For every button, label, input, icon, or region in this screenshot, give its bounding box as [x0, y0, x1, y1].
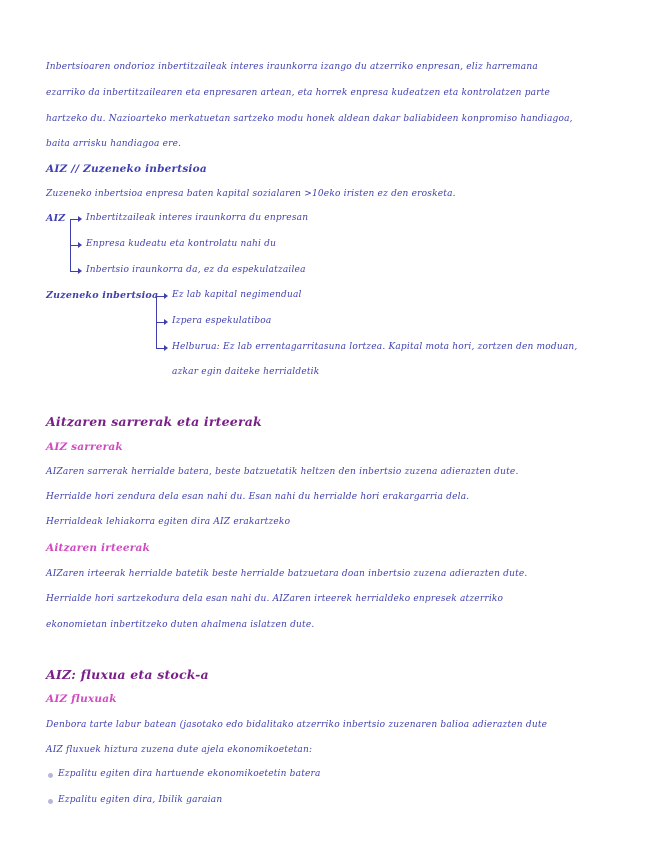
- aiz-tree-label: AIZ: [46, 213, 66, 224]
- fluxuak-line-2: AIZ fluxuek hiztura zuzena dute ajela ekonomikoetetan:: [46, 745, 313, 755]
- zuzeneko-tree-item-2: Izpera espekulatiboa: [172, 316, 272, 326]
- fluxuak-subheading: AIZ fluxuak: [46, 693, 117, 705]
- zuzeneko-definition: Zuzeneko inbertsioa enpresa baten kapital sozialaren >10eko iristen ez den erosketa.: [46, 189, 456, 199]
- zuzeneko-tree-item-1: Ez lab kapital negimendual: [172, 290, 302, 300]
- sarrerak-line-3: Herrialdeak lehiakorra egiten dira AIZ erakartzeko: [46, 517, 291, 527]
- fluxuak-bullet-2: Ezpalitu egiten dira, Ibilik garaian: [58, 795, 223, 805]
- irteerak-line-2: Herrialde hori sartzekodura dela esan nahi du. AIZaren irteerek herrialdeko enpresek atzerriko: [46, 594, 504, 604]
- arrow-right-icon: [78, 216, 82, 222]
- fluxua-stock-heading: AIZ: fluxua eta stock-a: [46, 667, 209, 682]
- arrow-right-icon: [78, 268, 82, 274]
- aiz-tree-item-3: Inbertsio iraunkorra da, ez da espekulatzailea: [86, 265, 306, 275]
- zuzeneko-tree-item-3: Helburua: Ez lab errentagarritasuna lortzea. Kapital mota hori, zortzen den moduan,: [172, 342, 578, 352]
- bullet-icon: [48, 773, 53, 778]
- aiz-tree-item-2: Enpresa kudeatu eta kontrolatu nahi du: [86, 239, 277, 249]
- irteerak-subheading: Aitzaren irteerak: [46, 542, 150, 554]
- sarrerak-line-2: Herrialde hori zendura dela esan nahi du. Esan nahi du herrialde hori erakargarria dela.: [46, 492, 470, 502]
- aiz-tree-item-1: Inbertitzaileak interes iraunkorra du enpresan: [86, 213, 309, 223]
- arrow-right-icon: [164, 319, 168, 325]
- zuzeneko-tree-item-3-continued: azkar egin daiteke herrialdetik: [172, 367, 320, 377]
- intro-line-3: hartzeko du. Nazioarteko merkatuetan sartzeko modu honek aldean dakar baliabideen konpromiso handiagoa,: [46, 114, 573, 124]
- fluxuak-line-1: Denbora tarte labur batean (jasotako edo bidalitako atzerriko inbertsio zuzenaren balioa adierazten dute: [46, 720, 548, 730]
- bullet-icon: [48, 799, 53, 804]
- zuzeneko-tree-label: Zuzeneko inbertsioa: [46, 290, 159, 301]
- irteerak-line-3: ekonomietan inbertitzeko duten ahalmena islatzen dute.: [46, 620, 315, 630]
- sarrerak-subheading: AIZ sarrerak: [46, 441, 123, 453]
- sarrerak-irteerak-heading: Aitzaren sarrerak eta irteerak: [46, 414, 262, 429]
- irteerak-line-1: AIZaren irteerak herrialde batetik beste herrialde batzuetara doan inbertsio zuzena adierazten dute.: [46, 569, 528, 579]
- arrow-right-icon: [78, 242, 82, 248]
- arrow-right-icon: [164, 293, 168, 299]
- sarrerak-line-1: AIZaren sarrerak herrialde batera, beste batzuetatik heltzen den inbertsio zuzena adierazten dute.: [46, 467, 519, 477]
- intro-line-1: Inbertsioaren ondorioz inbertitzaileak interes iraunkorra izango du atzerriko enpresan, eliz harremana: [46, 62, 538, 72]
- fluxuak-bullet-1: Ezpalitu egiten dira hartuende ekonomikoetetin batera: [58, 769, 321, 779]
- zuzeneko-heading: AIZ // Zuzeneko inbertsioa: [46, 163, 207, 175]
- intro-line-2: ezarriko da inbertitzailearen eta enpresaren artean, eta horrek enpresa kudeatzen eta kontrolatzen parte: [46, 88, 551, 98]
- arrow-right-icon: [164, 345, 168, 351]
- intro-line-4: baita arrisku handiagoa ere.: [46, 139, 182, 149]
